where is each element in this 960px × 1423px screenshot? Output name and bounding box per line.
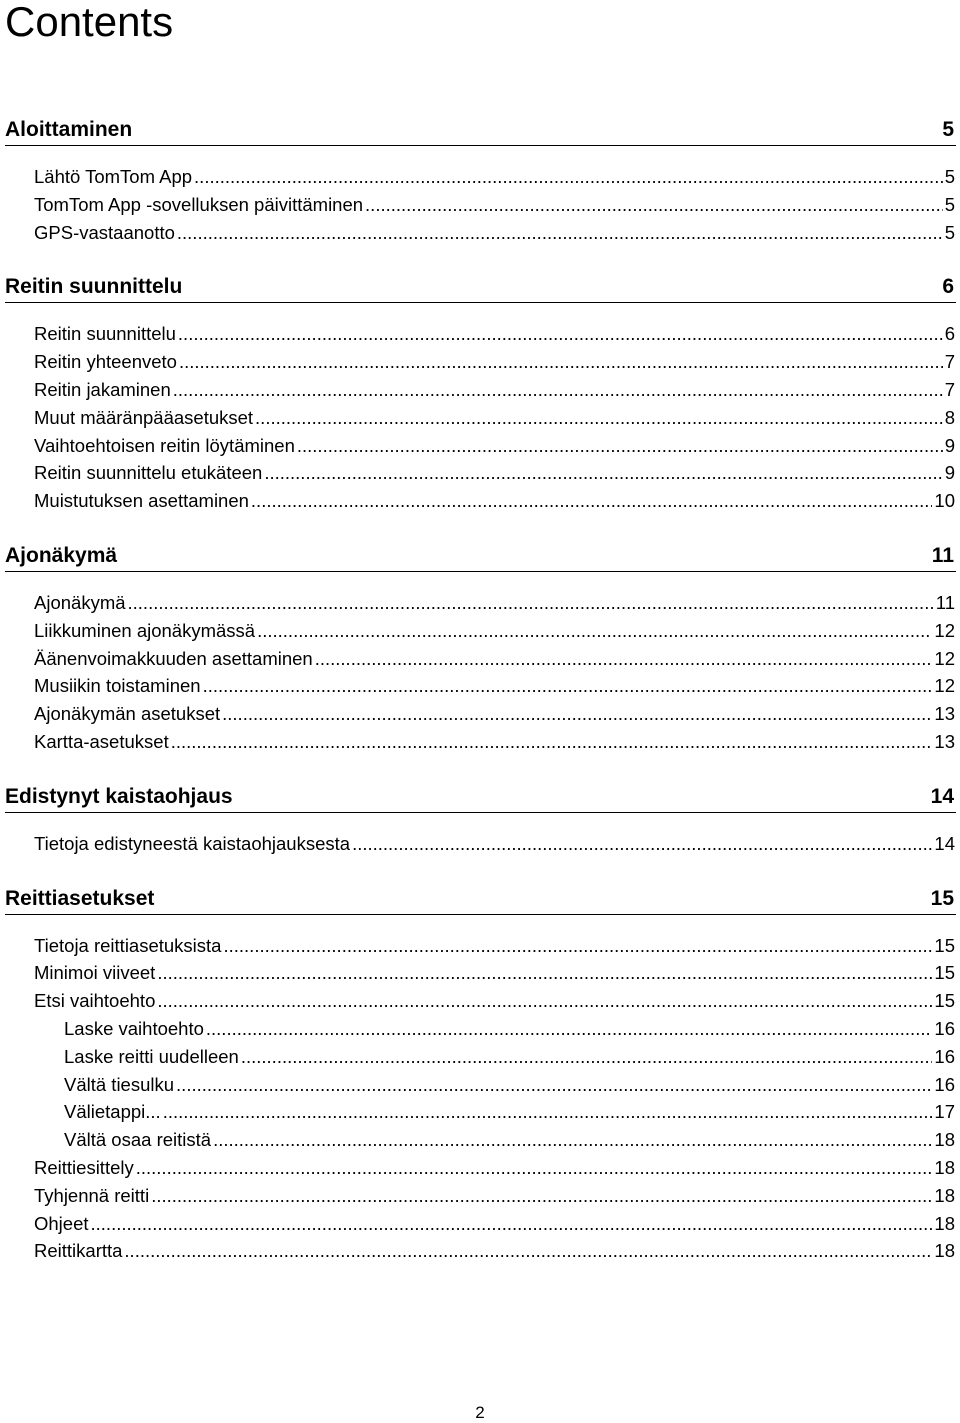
dot-leader — [151, 1182, 932, 1210]
toc-entry-page-number: 15 — [934, 962, 955, 984]
toc-entry-list — [5, 932, 956, 1266]
toc-entry-page-number: 14 — [934, 832, 955, 854]
dot-leader — [255, 404, 943, 432]
toc-entry[interactable] — [5, 219, 956, 247]
toc-section — [5, 782, 956, 858]
dot-leader — [128, 589, 934, 617]
page-number: 2 — [475, 1403, 485, 1422]
toc-section — [5, 884, 956, 1266]
toc-entry[interactable] — [5, 728, 956, 756]
toc-entry-page-number: 7 — [944, 378, 955, 400]
toc-entry-label: Reitin yhteenveto — [34, 351, 177, 373]
dot-leader — [176, 1071, 932, 1099]
toc-entry-list — [5, 589, 956, 756]
dot-leader — [352, 830, 932, 858]
toc-entry[interactable] — [5, 1126, 956, 1154]
toc-entry[interactable] — [5, 1043, 956, 1071]
page-title: Contents — [5, 0, 174, 45]
toc-entry-label: Musiikin toistaminen — [34, 675, 201, 697]
toc-section — [5, 272, 956, 515]
section-page-number: 6 — [942, 275, 954, 299]
dot-leader — [257, 617, 932, 645]
dot-leader — [177, 219, 943, 247]
toc-section — [5, 115, 956, 246]
toc-entry[interactable] — [5, 959, 956, 987]
toc-entry[interactable] — [5, 589, 956, 617]
toc-entry[interactable] — [5, 320, 956, 348]
toc-entry-page-number: 18 — [934, 1129, 955, 1151]
dot-leader — [179, 348, 943, 376]
toc-entry-label: Välietappi... — [64, 1101, 161, 1123]
toc-entry-label: Lähtö TomTom App — [34, 166, 193, 187]
dot-leader — [194, 163, 943, 191]
dot-leader — [173, 376, 943, 404]
toc-entry-label: GPS-vastaanotto — [34, 221, 175, 243]
toc-entry-label: Vältä tiesulku — [64, 1073, 175, 1095]
toc-entry-label: Reittikartta — [34, 1240, 123, 1262]
toc-entry-page-number: 18 — [934, 1156, 955, 1178]
toc-entry-label: Reitin suunnittelu etukäteen — [34, 462, 263, 484]
toc-entry[interactable] — [5, 617, 956, 645]
dot-leader — [178, 320, 943, 348]
toc-entry-label: Laske reitti uudelleen — [64, 1045, 239, 1067]
toc-entry-page-number: 13 — [934, 730, 955, 752]
toc-entry-page-number: 17 — [934, 1101, 955, 1123]
toc-entry-label: Reitin jakaminen — [34, 378, 171, 400]
toc-section-heading[interactable] — [5, 115, 956, 146]
toc-entry[interactable] — [5, 932, 956, 960]
toc-section-heading[interactable] — [5, 541, 956, 572]
toc-entry[interactable] — [5, 1098, 956, 1126]
toc-entry-page-number: 7 — [944, 351, 955, 373]
toc-entry-label: Ajonäkymä — [34, 591, 126, 613]
toc-entry[interactable] — [5, 672, 956, 700]
toc-entry-list — [5, 320, 956, 515]
toc-entry[interactable] — [5, 1210, 956, 1238]
toc-entry[interactable] — [5, 163, 956, 191]
dot-leader — [223, 932, 932, 960]
toc-entry[interactable] — [5, 645, 956, 673]
dot-leader — [203, 672, 933, 700]
toc-entry[interactable] — [5, 376, 956, 404]
toc-section-heading[interactable] — [5, 884, 956, 915]
toc-entry-page-number: 11 — [935, 591, 955, 613]
section-title: Aloittaminen — [5, 118, 133, 141]
toc-entry-page-number: 6 — [944, 323, 955, 345]
toc-entry-page-number: 13 — [934, 703, 955, 725]
toc-entry-page-number: 18 — [934, 1212, 955, 1234]
toc-entry-page-number: 10 — [934, 490, 955, 512]
toc-entry-label: Vaihtoehtoisen reitin löytäminen — [34, 434, 295, 456]
dot-leader — [163, 1098, 933, 1126]
toc-entry-label: Muut määränpääasetukset — [34, 406, 254, 428]
toc-entry-label: Laske vaihtoehto — [64, 1017, 204, 1039]
dot-leader — [136, 1154, 933, 1182]
section-title: Reitin suunnittelu — [5, 275, 183, 299]
section-page-number: 15 — [930, 886, 954, 910]
toc-entry-page-number: 16 — [934, 1045, 955, 1067]
toc-entry-page-number: 15 — [934, 990, 955, 1012]
toc-entry-list — [5, 830, 956, 858]
toc-entry-page-number: 12 — [934, 619, 955, 641]
toc-section — [5, 541, 956, 756]
dot-leader — [213, 1126, 932, 1154]
table-of-contents — [5, 115, 956, 1291]
toc-entry[interactable] — [5, 700, 956, 728]
toc-entry[interactable] — [5, 459, 956, 487]
toc-section-heading[interactable] — [5, 782, 956, 813]
toc-entry-page-number: 5 — [944, 221, 955, 243]
toc-entry[interactable] — [5, 1015, 956, 1043]
toc-entry[interactable] — [5, 830, 956, 858]
toc-entry-page-number: 16 — [934, 1073, 955, 1095]
toc-entry-label: Etsi vaihtoehto — [34, 990, 156, 1012]
dot-leader — [297, 432, 943, 460]
toc-entry-page-number: 9 — [944, 462, 955, 484]
toc-entry[interactable] — [5, 1154, 956, 1182]
dot-leader — [365, 191, 943, 219]
toc-entry-page-number: 5 — [944, 166, 955, 187]
toc-entry-label: Tietoja edistyneestä kaistaohjauksesta — [34, 832, 351, 854]
toc-entry-label: Minimoi viiveet — [34, 962, 156, 984]
toc-entry[interactable] — [5, 348, 956, 376]
toc-entry[interactable] — [5, 191, 956, 219]
toc-entry-label: Kartta-asetukset — [34, 730, 169, 752]
toc-entry[interactable] — [5, 487, 956, 515]
toc-entry-page-number: 16 — [934, 1017, 955, 1039]
section-page-number: 14 — [930, 784, 954, 808]
toc-entry[interactable] — [5, 1071, 956, 1099]
toc-entry-label: Tietoja reittiasetuksista — [34, 934, 222, 956]
dot-leader — [222, 700, 932, 728]
toc-entry[interactable] — [5, 404, 956, 432]
dot-leader — [91, 1210, 933, 1238]
toc-entry-label: Ohjeet — [34, 1212, 89, 1234]
dot-leader — [241, 1043, 933, 1071]
dot-leader — [315, 645, 933, 673]
section-page-number: 11 — [931, 543, 954, 567]
toc-entry-list — [5, 163, 956, 246]
toc-section-heading[interactable] — [5, 272, 956, 303]
toc-entry[interactable] — [5, 1182, 956, 1210]
toc-entry-label: TomTom App -sovelluksen päivittäminen — [34, 193, 364, 215]
dot-leader — [157, 987, 932, 1015]
toc-entry-page-number: 5 — [944, 193, 955, 215]
toc-entry-page-number: 12 — [934, 647, 955, 669]
toc-entry[interactable] — [5, 432, 956, 460]
dot-leader — [206, 1015, 933, 1043]
toc-entry-label: Muistutuksen asettaminen — [34, 490, 249, 512]
dot-leader — [124, 1237, 932, 1265]
toc-entry-label: Reitin suunnittelu — [34, 323, 176, 345]
dot-leader — [264, 459, 942, 487]
toc-entry-page-number: 9 — [944, 434, 955, 456]
toc-entry-page-number: 18 — [934, 1184, 955, 1206]
toc-entry-label: Reittiesittely — [34, 1156, 134, 1178]
toc-entry-label: Äänenvoimakkuuden asettaminen — [34, 647, 313, 669]
toc-entry-page-number: 8 — [944, 406, 955, 428]
toc-entry-label: Ajonäkymän asetukset — [34, 703, 221, 725]
dot-leader — [171, 728, 933, 756]
toc-entry-page-number: 18 — [934, 1240, 955, 1262]
toc-entry[interactable] — [5, 1237, 956, 1265]
toc-entry[interactable] — [5, 987, 956, 1015]
dot-leader — [251, 487, 933, 515]
toc-entry-label: Vältä osaa reitistä — [64, 1129, 212, 1151]
toc-entry-page-number: 12 — [934, 675, 955, 697]
toc-entry-label: Tyhjennä reitti — [34, 1184, 150, 1206]
dot-leader — [157, 959, 932, 987]
toc-entry-label: Liikkuminen ajonäkymässä — [34, 619, 256, 641]
section-title: Ajonäkymä — [5, 543, 118, 567]
section-title: Edistynyt kaistaohjaus — [5, 784, 233, 808]
toc-entry-page-number: 15 — [934, 934, 955, 956]
section-page-number: 5 — [942, 118, 954, 141]
section-title: Reittiasetukset — [5, 886, 155, 910]
